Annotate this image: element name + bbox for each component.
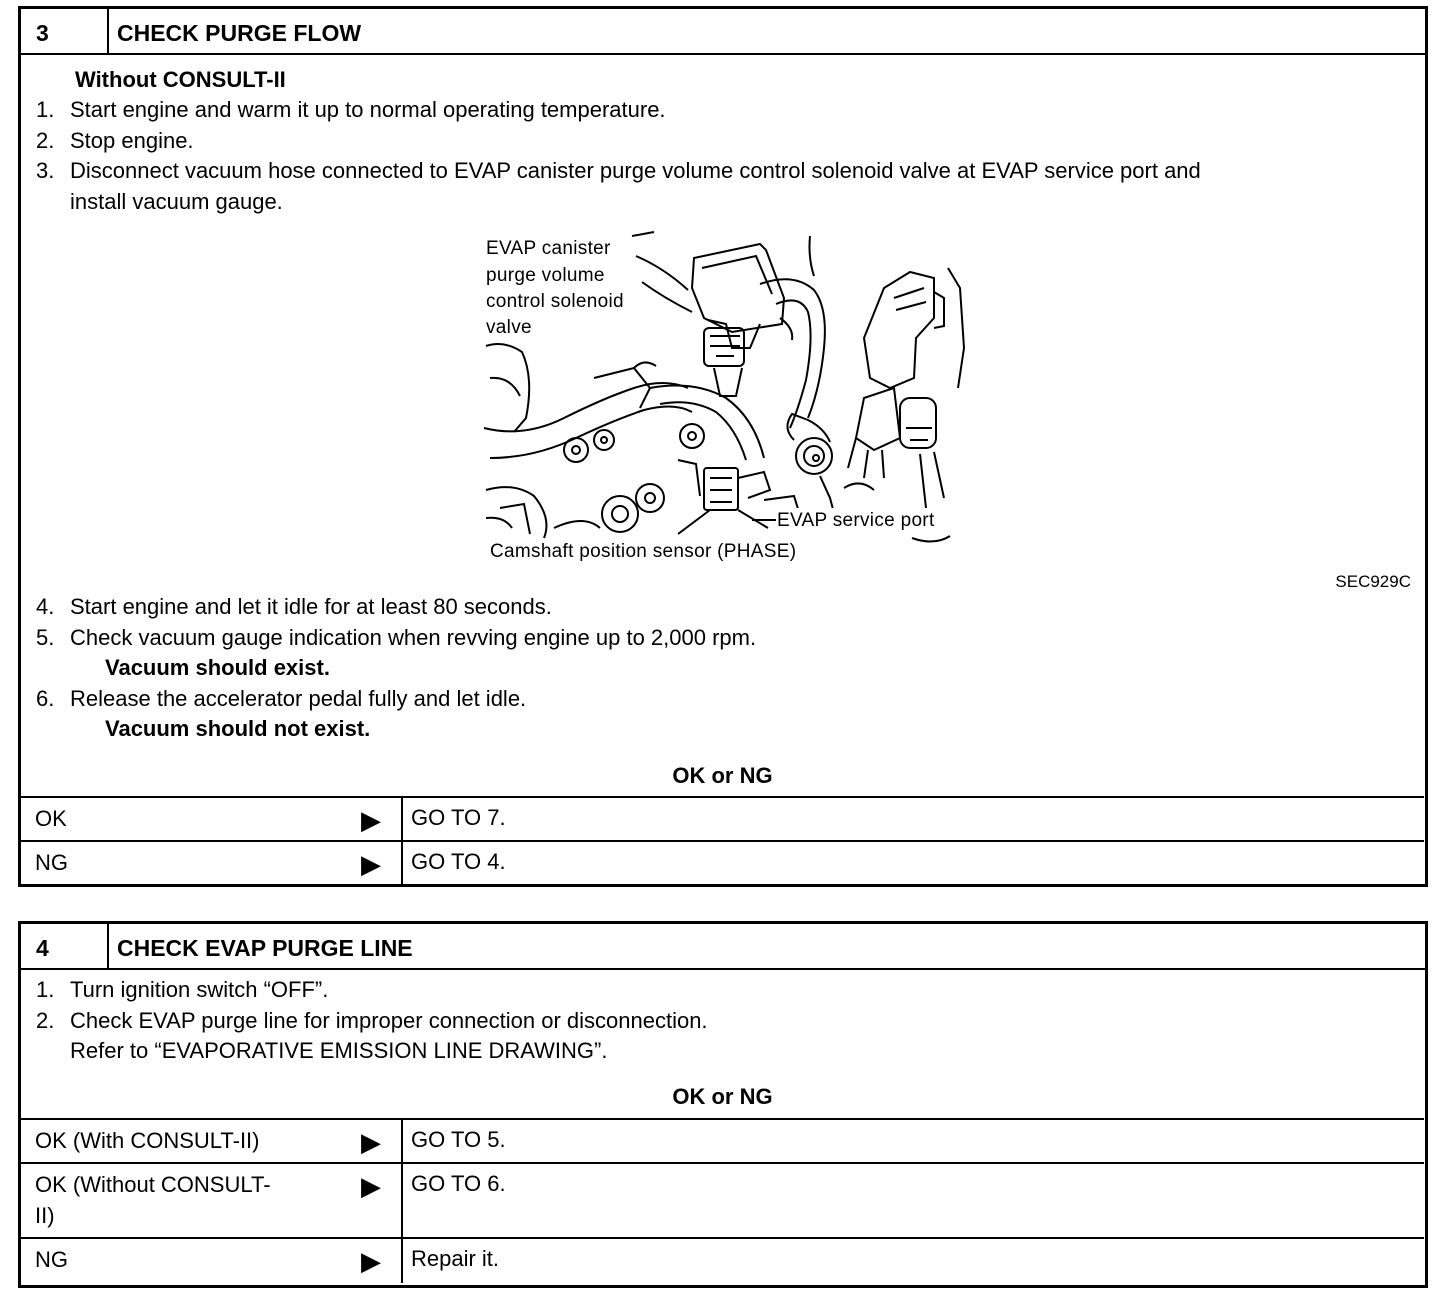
result-condition: OK (With CONSULT-II) bbox=[35, 1128, 260, 1153]
instruction-5 bbox=[36, 623, 756, 654]
vacuum-note-exist: Vacuum should exist. bbox=[105, 655, 330, 680]
step-title: CHECK EVAP PURGE LINE bbox=[117, 935, 413, 961]
instruction-number: 5. bbox=[36, 625, 55, 650]
arrow-icon: ▶ bbox=[341, 798, 403, 840]
arrow-icon: ▶ bbox=[341, 842, 403, 884]
camshaft-sensor-label: Camshaft position sensor (PHASE) bbox=[490, 539, 796, 565]
result-condition: OK bbox=[35, 806, 67, 831]
engine-illustration bbox=[464, 228, 974, 568]
result-row-ng bbox=[21, 840, 1424, 884]
arrow-icon: ▶ bbox=[341, 1239, 403, 1283]
step-4-panel bbox=[18, 921, 1428, 1288]
result-condition-line: II) bbox=[35, 1203, 55, 1228]
result-condition-line: OK (Without CONSULT- bbox=[35, 1172, 271, 1197]
vacuum-note-not-exist: Vacuum should not exist. bbox=[105, 716, 371, 741]
instruction-text: Release the accelerator pedal fully and let idle. bbox=[70, 686, 527, 711]
result-heading: OK or NG bbox=[672, 1084, 773, 1109]
service-port-label: EVAP service port bbox=[776, 508, 936, 534]
result-action: GO TO 5. bbox=[411, 1127, 506, 1152]
instruction-2-continuation: Refer to “EVAPORATIVE EMISSION LINE DRAWING”. bbox=[70, 1038, 608, 1063]
instruction-text: Disconnect vacuum hose connected to EVAP canister purge volume control solenoid valve at EVAP service port and bbox=[70, 158, 1201, 183]
instruction-text: Check vacuum gauge indication when revving engine up to 2,000 rpm. bbox=[70, 625, 757, 650]
instruction-text: Stop engine. bbox=[70, 128, 194, 153]
instruction-text: Start engine and let it idle for at least 80 seconds. bbox=[70, 594, 552, 619]
instruction-2 bbox=[36, 1006, 708, 1037]
step-number: 3 bbox=[21, 9, 109, 53]
instruction-6 bbox=[36, 684, 526, 715]
instruction-number: 1. bbox=[36, 97, 55, 122]
solenoid-label: control solenoid bbox=[486, 291, 624, 312]
instruction-4 bbox=[36, 592, 552, 623]
result-action: GO TO 6. bbox=[411, 1171, 506, 1196]
subheading: Without CONSULT-II bbox=[75, 67, 286, 92]
result-condition: NG bbox=[35, 1247, 68, 1272]
instruction-number: 2. bbox=[36, 1008, 55, 1033]
instruction-number: 3. bbox=[36, 158, 55, 183]
instruction-text: Start engine and warm it up to normal operating temperature. bbox=[70, 97, 666, 122]
solenoid-label: purge volume bbox=[486, 265, 605, 286]
instruction-number: 4. bbox=[36, 594, 55, 619]
step-3-header bbox=[21, 9, 1425, 55]
result-action: Repair it. bbox=[411, 1246, 500, 1271]
result-condition: NG bbox=[35, 850, 68, 875]
instruction-3 bbox=[36, 156, 1201, 187]
step-number: 4 bbox=[21, 924, 109, 968]
instruction-text: Check EVAP purge line for improper connection or disconnection. bbox=[70, 1008, 708, 1033]
instruction-1 bbox=[36, 95, 666, 126]
instruction-2 bbox=[36, 126, 194, 157]
result-condition bbox=[21, 1164, 341, 1237]
result-row-ok-with-consult bbox=[21, 1118, 1424, 1162]
result-row-ok bbox=[21, 796, 1424, 840]
arrow-icon: ▶ bbox=[341, 1120, 403, 1162]
result-action: GO TO 4. bbox=[411, 849, 506, 874]
instruction-3-continuation: install vacuum gauge. bbox=[70, 189, 283, 214]
instruction-number: 2. bbox=[36, 128, 55, 153]
instruction-number: 1. bbox=[36, 977, 55, 1002]
instruction-number: 6. bbox=[36, 686, 55, 711]
step-title: CHECK PURGE FLOW bbox=[117, 20, 362, 46]
result-heading: OK or NG bbox=[672, 763, 773, 788]
arrow-icon: ▶ bbox=[341, 1164, 403, 1237]
solenoid-label: EVAP canister bbox=[486, 238, 611, 259]
result-row-ng bbox=[21, 1237, 1424, 1283]
result-action: GO TO 7. bbox=[411, 805, 506, 830]
instruction-1 bbox=[36, 975, 328, 1006]
instruction-text: Turn ignition switch “OFF”. bbox=[70, 977, 329, 1002]
step-4-header bbox=[21, 924, 1425, 970]
solenoid-label: valve bbox=[486, 317, 532, 338]
result-row-ok-without-consult bbox=[21, 1162, 1424, 1237]
figure-code: SEC929C bbox=[1335, 572, 1411, 591]
